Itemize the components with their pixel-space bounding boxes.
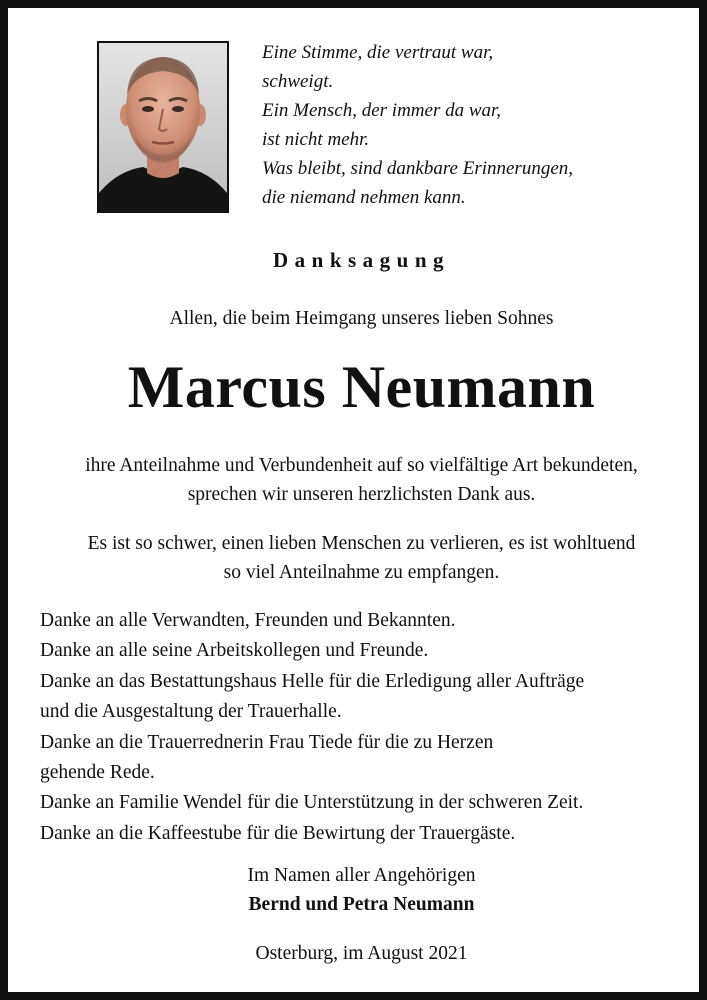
poem (262, 38, 573, 212)
poem-line: Ein Mensch, der immer da war, (262, 100, 502, 121)
deceased-name: Marcus Neumann (127, 354, 596, 420)
thanks-line: Danke an alle Verwandten, Freunden und Bekannten. (40, 610, 456, 631)
intro-line: Allen, die beim Heimgang unseres lieben Sohnes (169, 308, 554, 329)
thanks-line: Danke an alle seine Arbeitskollegen und Freunde. (40, 640, 429, 662)
heading-danksagung: Danksagung (272, 248, 451, 272)
place-date: Osterburg, im August 2021 (255, 943, 468, 964)
poem-line: Was bleibt, sind dankbare Erinnerungen, (262, 158, 574, 179)
poem-line: die niemand nehmen kann. (262, 187, 466, 208)
thanks-line: Danke an Familie Wendel für die Unterstützung in der schweren Zeit. (40, 792, 584, 814)
portrait-photo (97, 41, 229, 213)
thanks-line: Danke an die Kaffeestube für die Bewirtung der Trauergäste. (40, 822, 516, 844)
paragraph1-line: sprechen wir unseren herzlichsten Dank aus. (187, 484, 536, 505)
portrait-image (99, 43, 227, 211)
thanks-line: gehende Rede. (40, 762, 155, 784)
signature-names: Bernd und Petra Neumann (248, 894, 475, 915)
paragraph2-line: so viel Anteilnahme zu empfangen. (223, 562, 500, 583)
thanks-line: Danke an die Trauerrednerin Frau Tiede für die zu Herzen (40, 731, 494, 753)
poem-line: schweigt. (262, 71, 334, 92)
thanks-line: und die Ausgestaltung der Trauerhalle. (40, 701, 342, 723)
thanks-line: Danke an das Bestattungshaus Helle für die Erledigung aller Aufträge (40, 670, 585, 692)
thanks-list (40, 606, 584, 849)
paragraph2-line: Es ist so schwer, einen lieben Menschen zu verlieren, es ist wohltuend (87, 533, 636, 554)
paragraph1-line: ihre Anteilnahme und Verbundenheit auf so vielfältige Art bekundeten, (85, 455, 638, 476)
poem-line: Eine Stimme, die vertraut war, (262, 42, 494, 63)
signature-prefix: Im Namen aller Angehörigen (247, 865, 476, 886)
poem-line: ist nicht mehr. (262, 129, 370, 150)
